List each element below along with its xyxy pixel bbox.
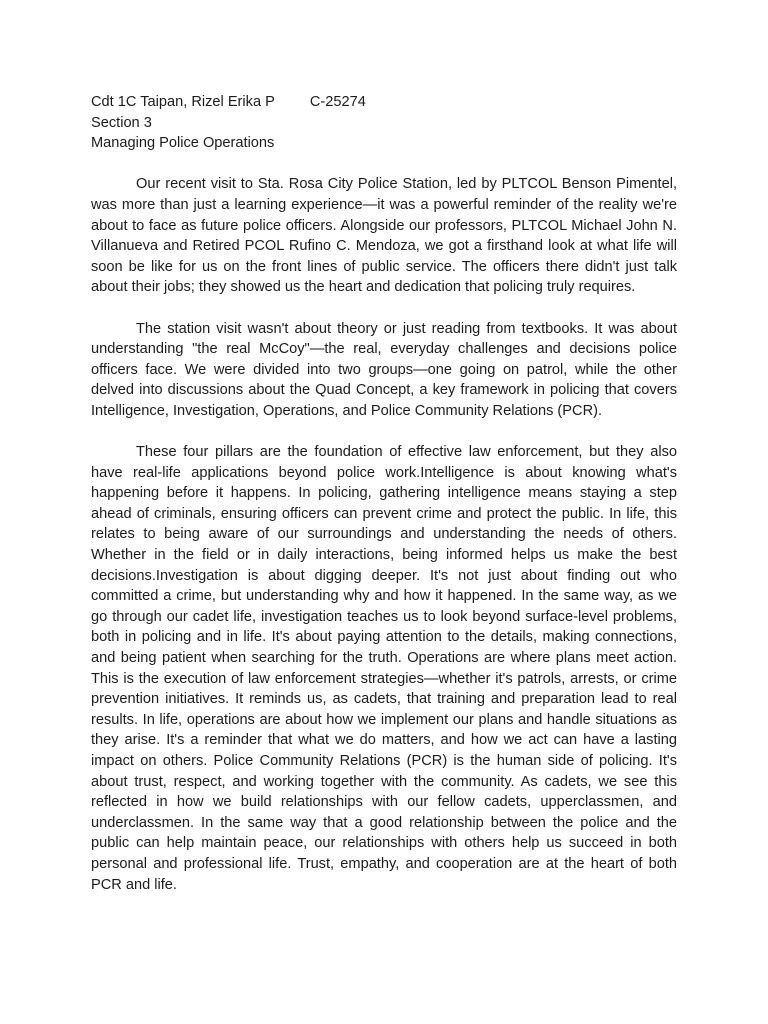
cadet-code: C-25274 xyxy=(309,94,366,110)
course-line: Managing Police Operations xyxy=(91,135,275,152)
paragraph-3: These four pillars are the foundation of effective law enforcement, but they also have real-life applications beyond police work.Intelligence is about knowing what's happening before it happens. In policing, gathering intelligence means staying a step ahead of criminals, ensuring officers can prevent crime and protect the public. In life, this relates to being aware of our surroundings and understanding the needs of others. Whether in the field or in daily interactions, being informed helps us make the best decisions.Investigation is about digging deeper. It's not just about finding out who committed a crime, but understanding why and how it happened. In the same way, as we go through our cadet life, investigation teaches us to look beyond surface-level problems, both in policing and in life. It's about paying attention to the details, making connections, and being patient when searching for the truth. Operations are where plans meet action. This is the execution of law enforcement strategies—whether it's patrols, arrests, or crime prevention initiatives. It reminds us, as cadets, that training and preparation lead to real results. In life, operations are about how we implement our plans and handle situations as they arise. It's a reminder that what we do matters, and how we act can have a lasting impact on others. Police Community Relations (PCR) is the human side of policing. It's about trust, respect, and working together with the community. As cadets, we see this reflected in how we build relationships with our fellow cadets, upperclassmen, and underclassmen. In the same way that a good relationship between the police and the public can help maintain peace, our relationships with others help us succeed in both personal and professional life. Trust, empathy, and cooperation are at the heart of both PCR and life. xyxy=(91,444,677,893)
header-spacer xyxy=(91,154,677,175)
document-body xyxy=(91,92,677,916)
paragraph-2: The station visit wasn't about theory or just reading from textbooks. It was about understanding "the real McCoy"—the real, everyday challenges and decisions police officers face. We were divided into two groups—one going on patrol, while the other delved into discussions about the Quad Concept, a key framework in policing that covers Intelligence, Investigation, Operations, and Police Community Relations (PCR). xyxy=(91,320,677,419)
header-name-line xyxy=(91,92,677,113)
section-line: Section 3 xyxy=(91,114,152,131)
paragraph-1: Our recent visit to Sta. Rosa City Police Station, led by PLTCOL Benson Pimentel, was more than just a learning experience—it was a powerful reminder of the reality we're about to face as future police officers. Alongside our professors, PLTCOL Michael John N. Villanueva and Retired PCOL Rufino C. Mendoza, we got a firsthand look at what life will soon be like for us on the front lines of public service. The officers there didn't just talk about their jobs; they showed us the heart and dedication that policing truly requires. xyxy=(91,176,677,296)
cadet-name: Cdt 1C Taipan, Rizel Erika P xyxy=(91,94,275,110)
